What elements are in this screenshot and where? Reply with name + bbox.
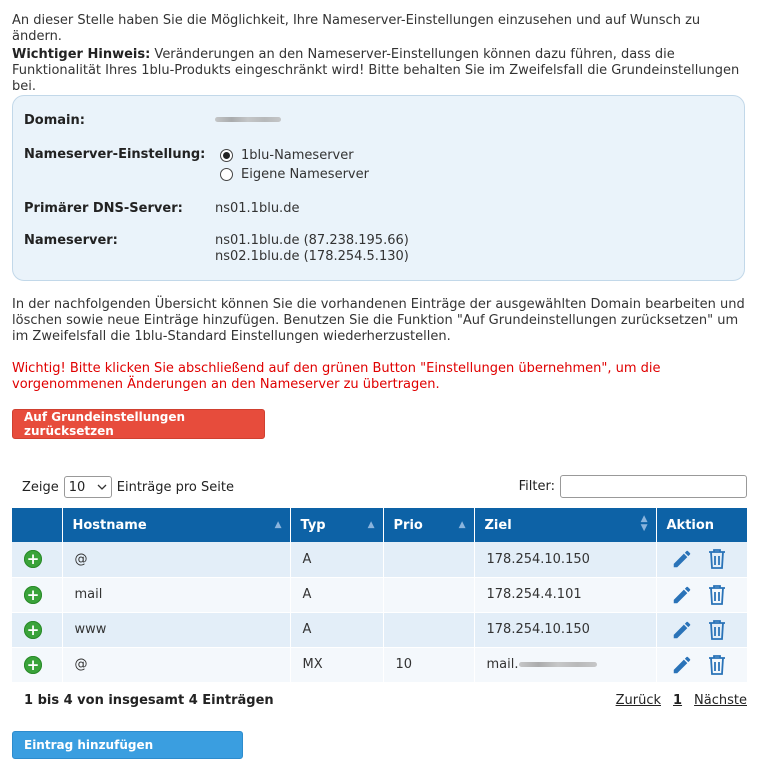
- typ-cell: A: [290, 577, 383, 612]
- filter-input[interactable]: [560, 475, 747, 498]
- typ-cell: A: [290, 612, 383, 647]
- prio-cell: 10: [383, 647, 474, 682]
- prio-cell: [383, 542, 474, 577]
- plus-circle-icon[interactable]: +: [24, 656, 42, 674]
- ns-setting-label: Nameserver-Einstellung:: [24, 147, 206, 162]
- row-add-cell: [12, 647, 62, 682]
- action-cell: [656, 577, 747, 612]
- radio-unchecked-icon[interactable]: [220, 168, 233, 181]
- pager-prev-link[interactable]: Zurück: [615, 693, 661, 708]
- primary-dns-label: Primärer DNS-Server:: [24, 201, 183, 216]
- trash-icon[interactable]: [707, 584, 727, 606]
- hostname-cell: @: [62, 542, 290, 577]
- row-add-cell: [12, 612, 62, 647]
- pager-next-link[interactable]: Nächste: [694, 693, 747, 708]
- ziel-cell: [474, 612, 656, 647]
- plus-circle-icon[interactable]: +: [24, 550, 42, 568]
- info-text: In der nachfolgenden Übersicht können Sie die vorhandenen Einträge der ausgewählten Domain bearbeiten und löschen sowie neue Einträge hinzufügen. Benutzen Sie die Funktion "Auf Grundeinstellungen zurücksetzen" um im Zweifelsfall die 1blu-Standard Einstellungen wiederherzustellen.: [12, 297, 745, 344]
- radio-label-1blu: 1blu-Nameserver: [241, 148, 354, 163]
- ziel-header-label: Ziel: [484, 517, 512, 533]
- typ-cell: MX: [290, 647, 383, 682]
- pencil-icon[interactable]: [671, 584, 693, 606]
- table-header-row: [12, 508, 747, 542]
- row-add-cell: [12, 542, 62, 577]
- table-row: [12, 647, 747, 682]
- ziel-cell: [474, 577, 656, 612]
- action-cell: [656, 647, 747, 682]
- ziel-value: 178.254.10.150: [486, 622, 590, 637]
- page-length-select[interactable]: [64, 476, 112, 498]
- table-row: [12, 612, 747, 647]
- per-page-label: Einträge pro Seite: [116, 479, 234, 495]
- page-length-value: 10: [68, 479, 86, 495]
- col-header-aktion: Aktion: [656, 508, 747, 542]
- col-header-ziel[interactable]: [474, 508, 656, 542]
- important-hint: [12, 47, 752, 95]
- typ-header-label: Typ: [300, 517, 326, 533]
- ziel-value: 178.254.4.101: [486, 587, 582, 602]
- radio-checked-icon[interactable]: [220, 149, 233, 162]
- sort-asc-icon: ▲: [458, 520, 466, 530]
- radio-own-nameserver[interactable]: [220, 167, 369, 182]
- sort-asc-icon: ▲: [274, 520, 282, 530]
- action-cell: [656, 612, 747, 647]
- domain-label: Domain:: [24, 113, 85, 128]
- prio-header-label: Prio: [393, 517, 423, 533]
- col-header-add: [12, 508, 62, 542]
- col-header-prio[interactable]: [383, 508, 474, 542]
- hostname-cell: mail: [62, 577, 290, 612]
- intro-text: An dieser Stelle haben Sie die Möglichkeit, Ihre Nameserver-Einstellungen einzusehen und auf Wunsch zu ändern.: [12, 13, 701, 44]
- sort-both-icon: ▲ ▼: [640, 514, 648, 533]
- typ-cell: A: [290, 542, 383, 577]
- prio-cell: [383, 577, 474, 612]
- hostname-header-label: Hostname: [72, 517, 147, 533]
- hint-text: Veränderungen an den Nameserver-Einstellungen können dazu führen, dass die Funktionalität Ihres 1blu-Produkts eingeschränkt wird! Bitte behalten Sie im Zweifelsfall die Grundeinstellungen bei.: [12, 47, 740, 94]
- domain-value-redacted: [215, 112, 281, 127]
- nameserver-label: Nameserver:: [24, 233, 118, 248]
- ziel-value: mail.: [486, 657, 519, 672]
- primary-dns-value: ns01.1blu.de: [215, 201, 300, 216]
- filter-control: [519, 475, 747, 498]
- trash-icon[interactable]: [707, 619, 727, 641]
- table-row: [12, 577, 747, 612]
- hint-label: Wichtiger Hinweis:: [12, 47, 151, 62]
- sort-asc-icon: ▲: [367, 520, 375, 530]
- pager-current-page[interactable]: 1: [673, 693, 683, 708]
- radio-1blu-nameserver[interactable]: [220, 148, 354, 163]
- pagination: [616, 693, 747, 708]
- page-length-control: [22, 476, 234, 498]
- nameserver-1: ns01.1blu.de (87.238.195.66): [215, 233, 409, 248]
- warning-text: Wichtig! Bitte klicken Sie abschließend auf den grünen Button "Einstellungen übernehmen", um die vorgenommenen Änderungen an den Nameserver zu übertragen.: [12, 361, 661, 392]
- row-add-cell: [12, 577, 62, 612]
- dns-records-table: [12, 508, 747, 683]
- col-header-typ[interactable]: [290, 508, 383, 542]
- filter-label: Filter:: [518, 479, 555, 494]
- reset-defaults-button[interactable]: Auf Grundeinstellungen zurücksetzen: [12, 409, 265, 439]
- table-row: [12, 542, 747, 577]
- col-header-hostname[interactable]: [62, 508, 290, 542]
- redacted-domain: [519, 662, 597, 667]
- radio-label-own: Eigene Nameserver: [241, 167, 369, 182]
- chevron-down-icon: [97, 484, 107, 490]
- plus-circle-icon[interactable]: +: [24, 586, 42, 604]
- action-cell: [656, 542, 747, 577]
- pencil-icon[interactable]: [671, 619, 693, 641]
- trash-icon[interactable]: [707, 548, 727, 570]
- show-label: Zeige: [22, 479, 59, 495]
- ziel-cell: [474, 542, 656, 577]
- prio-cell: [383, 612, 474, 647]
- table-summary: 1 bis 4 von insgesamt 4 Einträgen: [24, 693, 274, 708]
- ziel-cell: [474, 647, 656, 682]
- plus-circle-icon[interactable]: +: [24, 621, 42, 639]
- add-entry-button[interactable]: Eintrag hinzufügen: [12, 731, 243, 759]
- ziel-value: 178.254.10.150: [486, 551, 590, 567]
- hostname-cell: @: [62, 647, 290, 682]
- trash-icon[interactable]: [707, 654, 727, 676]
- pencil-icon[interactable]: [671, 548, 693, 570]
- pencil-icon[interactable]: [671, 654, 693, 676]
- hostname-cell: www: [62, 612, 290, 647]
- nameserver-2: ns02.1blu.de (178.254.5.130): [215, 249, 409, 264]
